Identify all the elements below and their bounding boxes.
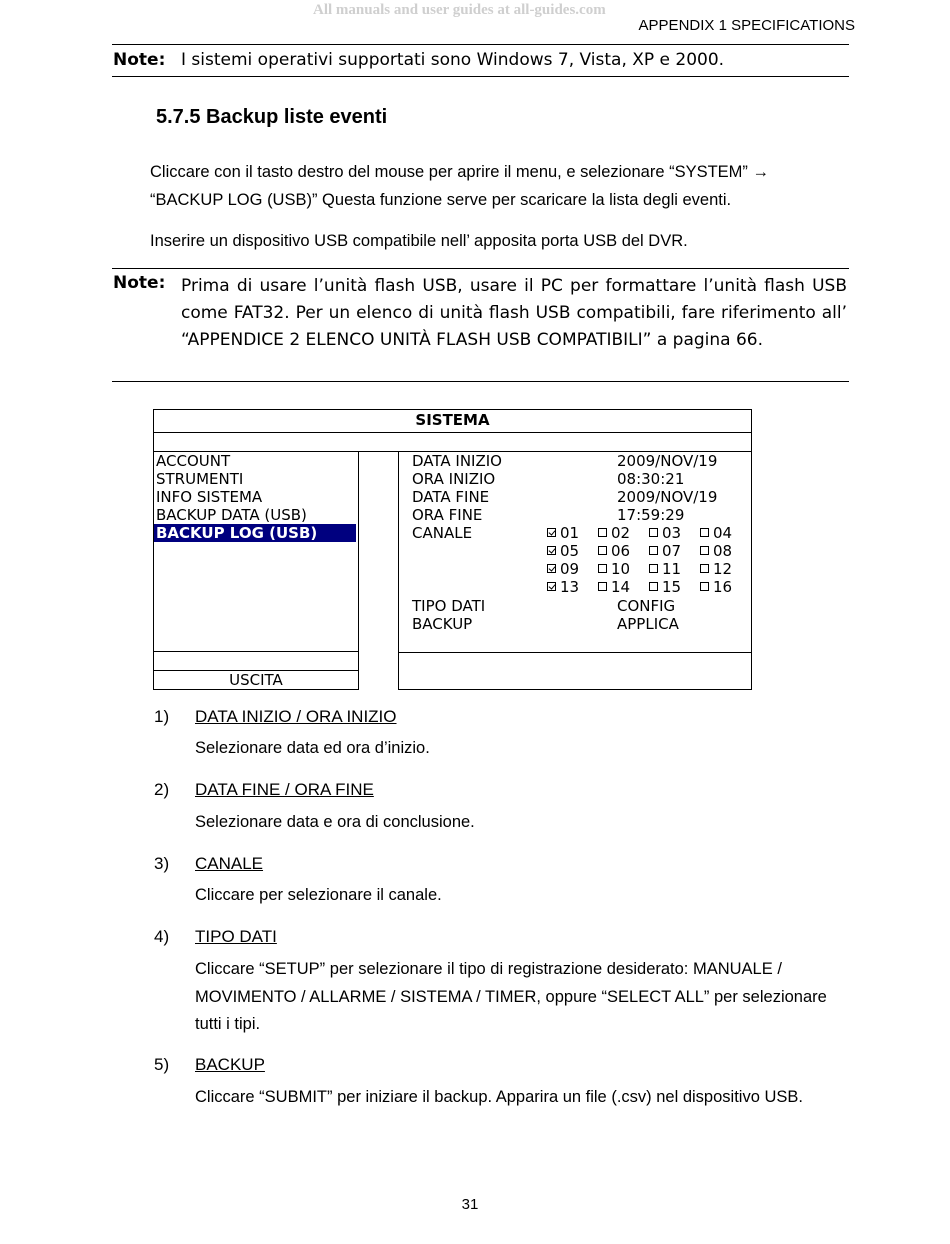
- system-menu-screenshot: [153, 409, 752, 690]
- unchecked-box-icon: [649, 582, 658, 591]
- channel-number: 16: [713, 578, 733, 596]
- channel-number: 10: [611, 560, 631, 578]
- channel-08-checkbox[interactable]: [700, 542, 732, 560]
- watermark: All manuals and user guides at all-guides.com: [313, 2, 606, 18]
- backup-label: BACKUP: [412, 615, 473, 633]
- channel-15-checkbox[interactable]: [649, 578, 681, 596]
- unchecked-box-icon: [700, 546, 709, 555]
- channel-04-checkbox[interactable]: [700, 524, 732, 542]
- channel-10-checkbox[interactable]: [598, 560, 630, 578]
- item-description: Cliccare “SUBMIT” per iniziare il backup. Apparira un file (.csv) nel dispositivo USB.: [195, 1088, 803, 1106]
- menu-item-info-sistema[interactable]: INFO SISTEMA: [156, 488, 263, 506]
- channel-number: 08: [713, 542, 733, 560]
- unchecked-box-icon: [700, 564, 709, 573]
- unchecked-box-icon: [649, 564, 658, 573]
- channel-13-checkbox[interactable]: [547, 578, 579, 596]
- exit-button[interactable]: USCITA: [229, 671, 283, 689]
- data-type-value[interactable]: CONFIG: [617, 597, 676, 615]
- checked-box-icon: [547, 528, 556, 537]
- channel-11-checkbox[interactable]: [649, 560, 681, 578]
- item-number: 4): [154, 927, 170, 946]
- channel-16-checkbox[interactable]: [700, 578, 732, 596]
- start-time-label: ORA INIZIO: [412, 470, 496, 488]
- note-label: Note:: [113, 50, 166, 70]
- item-description: Selezionare data ed ora d’inizio.: [195, 739, 430, 757]
- backup-apply-button[interactable]: APPLICA: [617, 615, 679, 633]
- note-os-support: [112, 44, 849, 77]
- menu-spacer: [153, 432, 752, 452]
- note-text: I sistemi operativi supportati sono Windows 7, Vista, XP e 2000.: [181, 50, 725, 70]
- unchecked-box-icon: [649, 528, 658, 537]
- channel-03-checkbox[interactable]: [649, 524, 681, 542]
- channel-02-checkbox[interactable]: [598, 524, 630, 542]
- channel-06-checkbox[interactable]: [598, 542, 630, 560]
- menu-item-backup-data[interactable]: BACKUP DATA (USB): [156, 506, 307, 524]
- section-title: 5.7.5 Backup liste eventi: [156, 106, 388, 128]
- channel-number: 02: [611, 524, 631, 542]
- unchecked-box-icon: [598, 528, 607, 537]
- channel-07-checkbox[interactable]: [649, 542, 681, 560]
- end-time-value[interactable]: 17:59:29: [617, 506, 685, 524]
- channel-05-checkbox[interactable]: [547, 542, 579, 560]
- channel-number: 05: [560, 542, 580, 560]
- item-description: Cliccare per selezionare il canale.: [195, 886, 442, 904]
- start-date-value[interactable]: 2009/NOV/19: [617, 452, 718, 470]
- end-time-label: ORA FINE: [412, 506, 483, 524]
- item-heading: DATA FINE / ORA FINE: [195, 780, 374, 799]
- item-description: Selezionare data e ora di conclusione.: [195, 813, 475, 831]
- channel-label: CANALE: [412, 524, 473, 542]
- channel-09-checkbox[interactable]: [547, 560, 579, 578]
- channel-number: 09: [560, 560, 580, 578]
- channel-number: 13: [560, 578, 580, 596]
- channel-number: 14: [611, 578, 631, 596]
- item-heading: CANALE: [195, 854, 264, 873]
- unchecked-box-icon: [598, 564, 607, 573]
- note-label: Note:: [113, 273, 166, 293]
- data-type-label: TIPO DATI: [412, 597, 486, 615]
- channel-number: 04: [713, 524, 733, 542]
- menu-title: SISTEMA: [415, 411, 490, 429]
- channel-14-checkbox[interactable]: [598, 578, 630, 596]
- channel-number: 06: [611, 542, 631, 560]
- menu-item-account[interactable]: ACCOUNT: [156, 452, 231, 470]
- item-number: 1): [154, 707, 170, 726]
- item-number: 2): [154, 780, 170, 799]
- checked-box-icon: [547, 546, 556, 555]
- item-heading: TIPO DATI: [195, 927, 277, 946]
- intro-paragraph: [150, 158, 769, 214]
- item-description: Cliccare “SETUP” per selezionare il tipo di registrazione desiderato: MANUALE / MOVIMENTO / ALLARME / SISTEMA / TIMER, oppure “SELECT ALL” per selezionare tutti i tipi.: [195, 960, 827, 1033]
- unchecked-box-icon: [700, 528, 709, 537]
- item-number: 5): [154, 1055, 170, 1074]
- menu-item-backup-log[interactable]: BACKUP LOG (USB): [154, 524, 356, 542]
- item-heading: DATA INIZIO / ORA INIZIO: [195, 707, 397, 726]
- channel-number: 11: [662, 560, 682, 578]
- item-heading: BACKUP: [195, 1055, 265, 1074]
- usb-paragraph: Inserire un dispositivo USB compatibile nell’ apposita porta USB del DVR.: [150, 232, 688, 250]
- intro-line-2: “BACKUP LOG (USB)” Questa funzione serve per scaricare la lista degli eventi.: [150, 191, 732, 209]
- item-number: 3): [154, 854, 170, 873]
- checked-box-icon: [547, 564, 556, 573]
- checked-box-icon: [547, 582, 556, 591]
- intro-line-1: Cliccare con il tasto destro del mouse per aprire il menu, e selezionare “SYSTEM” →: [150, 163, 769, 181]
- channel-01-checkbox[interactable]: [547, 524, 579, 542]
- unchecked-box-icon: [649, 546, 658, 555]
- menu-item-strumenti[interactable]: STRUMENTI: [156, 470, 244, 488]
- channel-12-checkbox[interactable]: [700, 560, 732, 578]
- note-text: Prima di usare l’unità flash USB, usare il PC per formattare l’unità flash USB come FAT32. Per un elenco di unità flash USB compatibili, fare riferimento all’ “APPENDICE 2 ELENCO UNITÀ FLASH USB COMPATIBILI” a pagina 66.: [181, 276, 847, 350]
- note-usb-format: [112, 268, 849, 382]
- unchecked-box-icon: [598, 582, 607, 591]
- channel-number: 01: [560, 524, 580, 542]
- channel-number: 15: [662, 578, 682, 596]
- channel-number: 07: [662, 542, 682, 560]
- page-number: 31: [461, 1196, 479, 1213]
- start-time-value[interactable]: 08:30:21: [617, 470, 685, 488]
- end-date-value[interactable]: 2009/NOV/19: [617, 488, 718, 506]
- end-date-label: DATA FINE: [412, 488, 490, 506]
- channel-number: 03: [662, 524, 682, 542]
- channel-number: 12: [713, 560, 733, 578]
- unchecked-box-icon: [598, 546, 607, 555]
- start-date-label: DATA INIZIO: [412, 452, 502, 470]
- running-header: APPENDIX 1 SPECIFICATIONS: [638, 17, 855, 34]
- menu-list-spacer: [153, 651, 359, 671]
- unchecked-box-icon: [700, 582, 709, 591]
